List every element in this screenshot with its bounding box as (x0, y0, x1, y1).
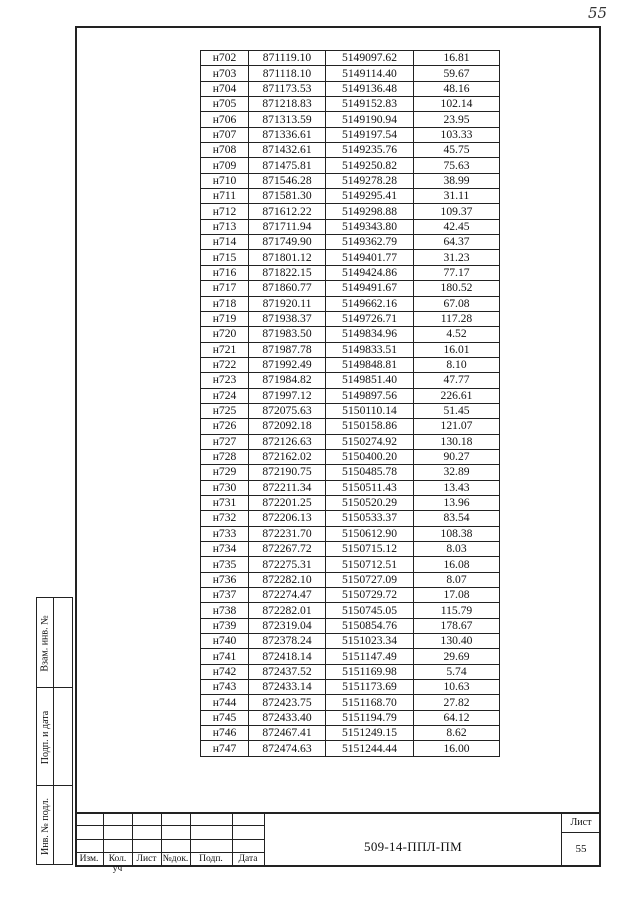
distance-cell: 16.81 (414, 51, 500, 66)
point-id-cell: н726 (201, 419, 249, 434)
point-id-cell: н728 (201, 449, 249, 464)
point-id-cell: н741 (201, 649, 249, 664)
y-coordinate-cell: 5149343.80 (326, 219, 414, 234)
page-corner-number: 55 (588, 4, 608, 22)
point-id-cell: н742 (201, 664, 249, 679)
table-row (201, 741, 500, 756)
distance-cell: 13.96 (414, 495, 500, 510)
distance-cell: 27.82 (414, 695, 500, 710)
distance-cell: 16.01 (414, 342, 500, 357)
y-coordinate-cell: 5151249.15 (326, 726, 414, 741)
table-row (201, 449, 500, 464)
y-coordinate-cell: 5149136.48 (326, 81, 414, 96)
distance-cell: 29.69 (414, 649, 500, 664)
x-coordinate-cell: 871581.30 (249, 189, 326, 204)
y-coordinate-cell: 5149114.40 (326, 66, 414, 81)
table-row (201, 204, 500, 219)
x-coordinate-cell: 871987.78 (249, 342, 326, 357)
distance-cell: 59.67 (414, 66, 500, 81)
distance-cell: 130.18 (414, 434, 500, 449)
distance-cell: 16.08 (414, 557, 500, 572)
table-row (201, 281, 500, 296)
table-row (201, 557, 500, 572)
x-coordinate-cell: 871313.59 (249, 112, 326, 127)
point-id-cell: н730 (201, 480, 249, 495)
point-id-cell: н725 (201, 403, 249, 418)
col-list-label: Лист (136, 854, 157, 864)
distance-cell: 83.54 (414, 511, 500, 526)
table-row (201, 710, 500, 725)
x-coordinate-cell: 872418.14 (249, 649, 326, 664)
distance-cell: 5.74 (414, 664, 500, 679)
point-id-cell: н738 (201, 603, 249, 618)
y-coordinate-cell: 5151147.49 (326, 649, 414, 664)
table-row (201, 51, 500, 66)
point-id-cell: н707 (201, 127, 249, 142)
distance-cell: 16.00 (414, 741, 500, 756)
x-coordinate-cell: 872092.18 (249, 419, 326, 434)
side-label-vzam: Взам. инв. № (40, 614, 52, 672)
x-coordinate-cell: 871475.81 (249, 158, 326, 173)
x-coordinate-cell: 871119.10 (249, 51, 326, 66)
distance-cell: 178.67 (414, 618, 500, 633)
sheet-label: Лист (570, 817, 592, 828)
y-coordinate-cell: 5149833.51 (326, 342, 414, 357)
x-coordinate-cell: 872162.02 (249, 449, 326, 464)
point-id-cell: н735 (201, 557, 249, 572)
y-coordinate-cell: 5149197.54 (326, 127, 414, 142)
y-coordinate-cell: 5150400.20 (326, 449, 414, 464)
point-id-cell: н732 (201, 511, 249, 526)
sheet-number: 55 (575, 843, 587, 855)
distance-cell: 102.14 (414, 97, 500, 112)
y-coordinate-cell: 5149424.86 (326, 265, 414, 280)
point-id-cell: н706 (201, 112, 249, 127)
distance-cell: 42.45 (414, 219, 500, 234)
col-data-label: Дата (238, 854, 258, 864)
distance-cell: 67.08 (414, 296, 500, 311)
point-id-cell: н719 (201, 311, 249, 326)
distance-cell: 8.03 (414, 542, 500, 557)
x-coordinate-cell: 872319.04 (249, 618, 326, 633)
table-row (201, 327, 500, 342)
point-id-cell: н716 (201, 265, 249, 280)
x-coordinate-cell: 871983.50 (249, 327, 326, 342)
distance-cell: 90.27 (414, 449, 500, 464)
table-row (201, 511, 500, 526)
distance-cell: 8.62 (414, 726, 500, 741)
table-row (201, 526, 500, 541)
x-coordinate-cell: 871920.11 (249, 296, 326, 311)
table-row (201, 618, 500, 633)
point-id-cell: н722 (201, 357, 249, 372)
table-row (201, 173, 500, 188)
point-id-cell: н711 (201, 189, 249, 204)
y-coordinate-cell: 5150745.05 (326, 603, 414, 618)
y-coordinate-cell: 5149662.16 (326, 296, 414, 311)
distance-cell: 47.77 (414, 373, 500, 388)
point-id-cell: н708 (201, 143, 249, 158)
x-coordinate-cell: 871984.82 (249, 373, 326, 388)
col-izm-label: Изм. (79, 854, 99, 864)
y-coordinate-cell: 5150511.43 (326, 480, 414, 495)
table-row (201, 81, 500, 96)
point-id-cell: н710 (201, 173, 249, 188)
table-row (201, 434, 500, 449)
point-id-cell: н733 (201, 526, 249, 541)
table-row (201, 250, 500, 265)
table-row (201, 419, 500, 434)
table-row (201, 311, 500, 326)
table-row (201, 219, 500, 234)
y-coordinate-cell: 5149362.79 (326, 235, 414, 250)
y-coordinate-cell: 5149190.94 (326, 112, 414, 127)
x-coordinate-cell: 872282.10 (249, 572, 326, 587)
table-row (201, 265, 500, 280)
y-coordinate-cell: 5149298.88 (326, 204, 414, 219)
distance-cell: 75.63 (414, 158, 500, 173)
table-row (201, 465, 500, 480)
x-coordinate-cell: 871749.90 (249, 235, 326, 250)
x-coordinate-cell: 871992.49 (249, 357, 326, 372)
x-coordinate-cell: 872206.13 (249, 511, 326, 526)
x-coordinate-cell: 872274.47 (249, 588, 326, 603)
side-strip (36, 597, 73, 865)
point-id-cell: н744 (201, 695, 249, 710)
distance-cell: 13.43 (414, 480, 500, 495)
distance-cell: 115.79 (414, 603, 500, 618)
distance-cell: 8.07 (414, 572, 500, 587)
point-id-cell: н703 (201, 66, 249, 81)
y-coordinate-cell: 5150729.72 (326, 588, 414, 603)
point-id-cell: н727 (201, 434, 249, 449)
y-coordinate-cell: 5149152.83 (326, 97, 414, 112)
table-row (201, 403, 500, 418)
y-coordinate-cell: 5149295.41 (326, 189, 414, 204)
point-id-cell: н743 (201, 680, 249, 695)
y-coordinate-cell: 5151194.79 (326, 710, 414, 725)
distance-cell: 64.12 (414, 710, 500, 725)
x-coordinate-cell: 872211.34 (249, 480, 326, 495)
point-id-cell: н713 (201, 219, 249, 234)
distance-cell: 109.37 (414, 204, 500, 219)
point-id-cell: н718 (201, 296, 249, 311)
col-kol-label: Кол. уч (108, 854, 127, 874)
y-coordinate-cell: 5149897.56 (326, 388, 414, 403)
x-coordinate-cell: 872437.52 (249, 664, 326, 679)
table-row (201, 189, 500, 204)
distance-cell: 64.37 (414, 235, 500, 250)
table-row (201, 342, 500, 357)
point-id-cell: н736 (201, 572, 249, 587)
point-id-cell: н709 (201, 158, 249, 173)
point-id-cell: н723 (201, 373, 249, 388)
distance-cell: 180.52 (414, 281, 500, 296)
distance-cell: 51.45 (414, 403, 500, 418)
distance-cell: 130.40 (414, 634, 500, 649)
table-row (201, 143, 500, 158)
y-coordinate-cell: 5151173.69 (326, 680, 414, 695)
y-coordinate-cell: 5151023.34 (326, 634, 414, 649)
x-coordinate-cell: 872190.75 (249, 465, 326, 480)
x-coordinate-cell: 872275.31 (249, 557, 326, 572)
point-id-cell: н724 (201, 388, 249, 403)
x-coordinate-cell: 871997.12 (249, 388, 326, 403)
x-coordinate-cell: 872474.63 (249, 741, 326, 756)
x-coordinate-cell: 872201.25 (249, 495, 326, 510)
x-coordinate-cell: 871711.94 (249, 219, 326, 234)
point-id-cell: н739 (201, 618, 249, 633)
distance-cell: 45.75 (414, 143, 500, 158)
table-row (201, 664, 500, 679)
table-row (201, 588, 500, 603)
point-id-cell: н737 (201, 588, 249, 603)
table-row (201, 649, 500, 664)
table-row (201, 542, 500, 557)
document-code: 509-14-ППЛ-ПМ (364, 839, 462, 854)
point-id-cell: н731 (201, 495, 249, 510)
y-coordinate-cell: 5151168.70 (326, 695, 414, 710)
point-id-cell: н704 (201, 81, 249, 96)
table-row (201, 572, 500, 587)
x-coordinate-cell: 871822.15 (249, 265, 326, 280)
distance-cell: 23.95 (414, 112, 500, 127)
table-row (201, 112, 500, 127)
table-row (201, 695, 500, 710)
coordinates-table (200, 50, 500, 757)
y-coordinate-cell: 5151244.44 (326, 741, 414, 756)
distance-cell: 48.16 (414, 81, 500, 96)
table-row (201, 97, 500, 112)
y-coordinate-cell: 5150110.14 (326, 403, 414, 418)
distance-cell: 31.11 (414, 189, 500, 204)
x-coordinate-cell: 872282.01 (249, 603, 326, 618)
point-id-cell: н734 (201, 542, 249, 557)
x-coordinate-cell: 871546.28 (249, 173, 326, 188)
x-coordinate-cell: 872075.63 (249, 403, 326, 418)
point-id-cell: н747 (201, 741, 249, 756)
point-id-cell: н740 (201, 634, 249, 649)
x-coordinate-cell: 872126.63 (249, 434, 326, 449)
y-coordinate-cell: 5150712.51 (326, 557, 414, 572)
x-coordinate-cell: 871218.83 (249, 97, 326, 112)
point-id-cell: н720 (201, 327, 249, 342)
distance-cell: 17.08 (414, 588, 500, 603)
y-coordinate-cell: 5149834.96 (326, 327, 414, 342)
y-coordinate-cell: 5150485.78 (326, 465, 414, 480)
distance-cell: 226.61 (414, 388, 500, 403)
x-coordinate-cell: 872467.41 (249, 726, 326, 741)
y-coordinate-cell: 5149726.71 (326, 311, 414, 326)
x-coordinate-cell: 871860.77 (249, 281, 326, 296)
col-podp-label: Подп. (199, 854, 223, 864)
side-label-podp: Подп. и дата (40, 710, 51, 764)
y-coordinate-cell: 5149097.62 (326, 51, 414, 66)
x-coordinate-cell: 872378.24 (249, 634, 326, 649)
table-row (201, 66, 500, 81)
x-coordinate-cell: 872433.40 (249, 710, 326, 725)
y-coordinate-cell: 5150727.09 (326, 572, 414, 587)
point-id-cell: н721 (201, 342, 249, 357)
distance-cell: 32.89 (414, 465, 500, 480)
distance-cell: 31.23 (414, 250, 500, 265)
x-coordinate-cell: 871432.61 (249, 143, 326, 158)
y-coordinate-cell: 5149250.82 (326, 158, 414, 173)
y-coordinate-cell: 5150612.90 (326, 526, 414, 541)
x-coordinate-cell: 871336.61 (249, 127, 326, 142)
point-id-cell: н717 (201, 281, 249, 296)
y-coordinate-cell: 5150854.76 (326, 618, 414, 633)
point-id-cell: н746 (201, 726, 249, 741)
table-row (201, 634, 500, 649)
x-coordinate-cell: 871173.53 (249, 81, 326, 96)
distance-cell: 77.17 (414, 265, 500, 280)
title-block (75, 812, 601, 874)
table-row (201, 680, 500, 695)
point-id-cell: н712 (201, 204, 249, 219)
table-row (201, 296, 500, 311)
point-id-cell: н745 (201, 710, 249, 725)
x-coordinate-cell: 872423.75 (249, 695, 326, 710)
x-coordinate-cell: 871118.10 (249, 66, 326, 81)
y-coordinate-cell: 5150274.92 (326, 434, 414, 449)
table-row (201, 388, 500, 403)
table-row (201, 603, 500, 618)
y-coordinate-cell: 5150715.12 (326, 542, 414, 557)
distance-cell: 103.33 (414, 127, 500, 142)
x-coordinate-cell: 872433.14 (249, 680, 326, 695)
y-coordinate-cell: 5150520.29 (326, 495, 414, 510)
table-row (201, 235, 500, 250)
x-coordinate-cell: 872267.72 (249, 542, 326, 557)
col-ndok-label: №док. (162, 854, 189, 864)
x-coordinate-cell: 871612.22 (249, 204, 326, 219)
y-coordinate-cell: 5149278.28 (326, 173, 414, 188)
distance-cell: 10.63 (414, 680, 500, 695)
distance-cell: 121.07 (414, 419, 500, 434)
y-coordinate-cell: 5150533.37 (326, 511, 414, 526)
distance-cell: 4.52 (414, 327, 500, 342)
point-id-cell: н729 (201, 465, 249, 480)
table-row (201, 495, 500, 510)
y-coordinate-cell: 5149851.40 (326, 373, 414, 388)
y-coordinate-cell: 5151169.98 (326, 664, 414, 679)
point-id-cell: н705 (201, 97, 249, 112)
y-coordinate-cell: 5149235.76 (326, 143, 414, 158)
side-label-inv: Инв. № подл. (40, 797, 52, 855)
table-row (201, 480, 500, 495)
x-coordinate-cell: 871801.12 (249, 250, 326, 265)
table-row (201, 158, 500, 173)
distance-cell: 8.10 (414, 357, 500, 372)
table-row (201, 357, 500, 372)
x-coordinate-cell: 871938.37 (249, 311, 326, 326)
distance-cell: 117.28 (414, 311, 500, 326)
distance-cell: 38.99 (414, 173, 500, 188)
table-row (201, 373, 500, 388)
distance-cell: 108.38 (414, 526, 500, 541)
table-row (201, 726, 500, 741)
y-coordinate-cell: 5149848.81 (326, 357, 414, 372)
y-coordinate-cell: 5149491.67 (326, 281, 414, 296)
point-id-cell: н714 (201, 235, 249, 250)
point-id-cell: н702 (201, 51, 249, 66)
point-id-cell: н715 (201, 250, 249, 265)
y-coordinate-cell: 5149401.77 (326, 250, 414, 265)
table-row (201, 127, 500, 142)
x-coordinate-cell: 872231.70 (249, 526, 326, 541)
y-coordinate-cell: 5150158.86 (326, 419, 414, 434)
